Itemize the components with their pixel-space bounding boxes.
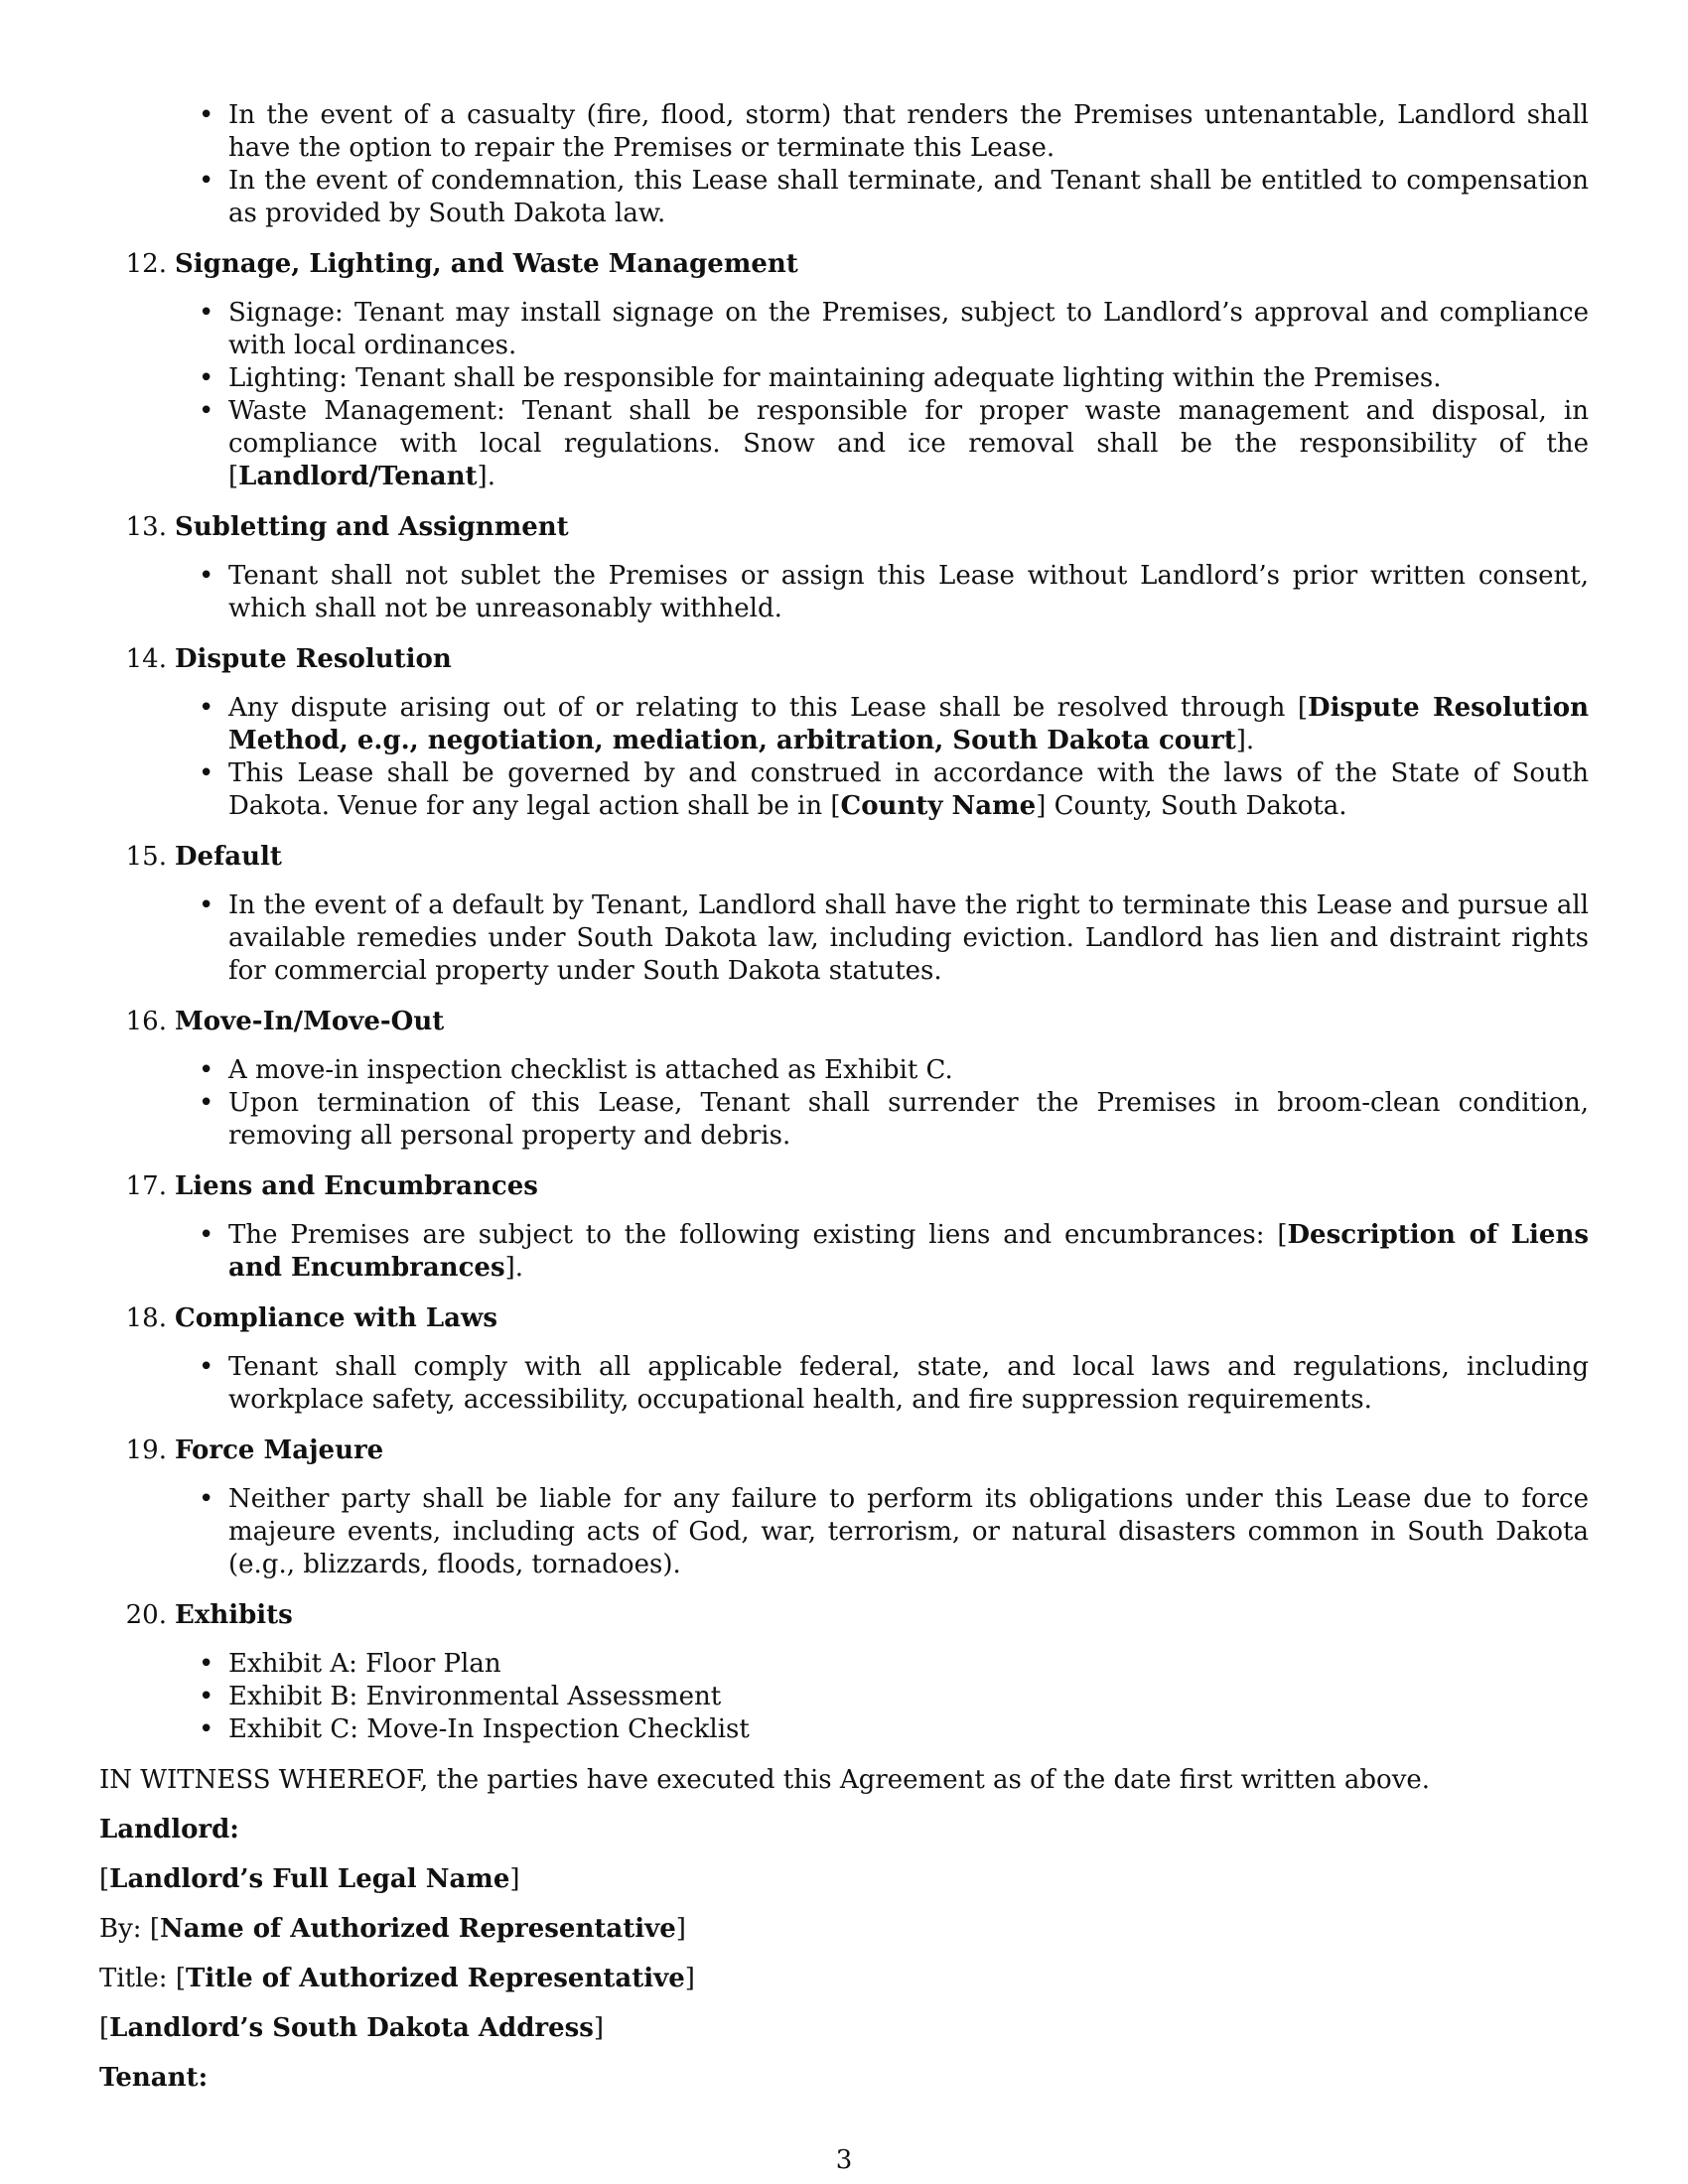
section-18-bullets xyxy=(99,1351,1589,1417)
list-item: • Neither party shall be liable for any failure to perform its obligations under this Lease due to force majeure events, including acts of God, war, terrorism, or natural disasters common in South Dakota (e.g., blizzards, floods, tornadoes). xyxy=(228,1483,1589,1581)
section-title: Exhibits xyxy=(175,1600,293,1630)
list-item: • A move-in inspection checklist is attached as Exhibit C. xyxy=(228,1054,1589,1087)
section-title: Signage, Lighting, and Waste Management xyxy=(175,249,798,279)
section-number: 18. xyxy=(125,1303,167,1333)
landlord-address: Landlord’s South Dakota Address xyxy=(109,2013,594,2043)
section-15-bullets xyxy=(99,889,1589,988)
tenant-heading: Tenant: xyxy=(99,2063,209,2093)
section-14 xyxy=(99,643,1589,823)
landlord-address-line: [Landlord’s South Dakota Address] xyxy=(99,2013,605,2043)
section-17-bullets xyxy=(99,1219,1589,1285)
section-title: Liens and Encumbrances xyxy=(175,1171,538,1201)
section-13 xyxy=(99,511,1589,625)
section-12-heading xyxy=(99,248,1589,281)
list-item: • Signage: Tenant may install signage on the Premises, subject to Landlord’s approval and compliance with local ordinances. xyxy=(228,297,1589,362)
page-number: 3 xyxy=(835,2145,853,2175)
section-number: 17. xyxy=(125,1171,167,1201)
section-number: 16. xyxy=(125,1007,167,1036)
section-13-bullets xyxy=(99,560,1589,625)
list-item: • Exhibit B: Environmental Assessment xyxy=(228,1681,1589,1713)
title-line: Title: [Title of Authorized Representative] xyxy=(99,1964,695,1993)
list-item: • Upon termination of this Lease, Tenant shall surrender the Premises in broom-clean condition, removing all personal property and debris. xyxy=(228,1087,1589,1153)
section-16-bullets xyxy=(99,1054,1589,1153)
section-19-heading xyxy=(99,1434,1589,1467)
section-17-heading xyxy=(99,1170,1589,1203)
landlord-heading: Landlord: xyxy=(99,1815,239,1844)
section-19 xyxy=(99,1434,1589,1581)
section-17 xyxy=(99,1170,1589,1285)
list-item: • Exhibit A: Floor Plan xyxy=(228,1648,1589,1681)
section-12-bullets xyxy=(99,297,1589,493)
placeholder-field: Dispute Resolution Method, e.g., negotiation, mediation, arbitration, South Dakota court xyxy=(228,693,1590,755)
by-value: Name of Authorized Representative xyxy=(159,1914,676,1944)
intro-bullet-1: • In the event of a casualty (fire, flood, storm) that renders the Premises untenantable, Landlord shall have the option to repair the Premises or terminate this Lease. xyxy=(228,99,1589,165)
list-item: • Tenant shall not sublet the Premises or assign this Lease without Landlord’s prior written consent, which shall not be unreasonably withheld. xyxy=(228,560,1589,625)
witness-statement: IN WITNESS WHEREOF, the parties have executed this Agreement as of the date first written above. xyxy=(99,1765,1431,1795)
section-number: 14. xyxy=(125,644,167,674)
title-label: Title: xyxy=(99,1964,176,1993)
section-title: Default xyxy=(175,842,282,872)
section-title: Subletting and Assignment xyxy=(175,512,569,542)
section-15-heading xyxy=(99,841,1589,874)
section-title: Move-In/Move-Out xyxy=(175,1007,445,1036)
list-item: • Exhibit C: Move-In Inspection Checklist xyxy=(228,1713,1589,1746)
placeholder-field: Description of Liens and Encumbrances xyxy=(228,1220,1589,1283)
section-20-bullets xyxy=(99,1648,1589,1746)
list-item: • Any dispute arising out of or relating to this Lease shall be resolved through [Dispute Resolution Method, e.g., negotiation, mediation, arbitration, South Dakota court]. xyxy=(228,692,1589,757)
landlord-name: Landlord’s Full Legal Name xyxy=(109,1864,510,1894)
section-20 xyxy=(99,1599,1589,1746)
section-14-heading xyxy=(99,643,1589,676)
list-item: • In the event of a default by Tenant, Landlord shall have the right to terminate this Lease and pursue all available remedies under South Dakota law, including eviction. Landlord has lien and distraint rights for commercial property under South Dakota statutes. xyxy=(228,889,1589,988)
landlord-name-line: [Landlord’s Full Legal Name] xyxy=(99,1864,520,1894)
section-18 xyxy=(99,1302,1589,1417)
list-item: • Tenant shall comply with all applicable federal, state, and local laws and regulations, including workplace safety, accessibility, occupational health, and fire suppression requirements. xyxy=(228,1351,1589,1417)
list-item: • This Lease shall be governed by and construed in accordance with the laws of the State of South Dakota. Venue for any legal action shall be in [County Name] County, South Dakota. xyxy=(228,757,1589,823)
section-13-heading xyxy=(99,511,1589,544)
section-12 xyxy=(99,248,1589,493)
list-item: • Lighting: Tenant shall be responsible for maintaining adequate lighting within the Premises. xyxy=(228,362,1589,395)
section-number: 12. xyxy=(125,249,167,279)
placeholder-field: County Name xyxy=(840,791,1037,821)
section-20-heading xyxy=(99,1599,1589,1632)
section-18-heading xyxy=(99,1302,1589,1335)
intro-bullet-2: • In the event of condemnation, this Lease shall terminate, and Tenant shall be entitled to compensation as provided by South Dakota law. xyxy=(228,165,1589,230)
document-page xyxy=(99,99,1589,2095)
section-number: 20. xyxy=(125,1600,167,1630)
section-number: 13. xyxy=(125,512,167,542)
placeholder-field: Landlord/Tenant xyxy=(238,462,478,491)
section-title: Compliance with Laws xyxy=(175,1303,498,1333)
list-item: • The Premises are subject to the following existing liens and encumbrances: [Description of Liens and Encumbrances]. xyxy=(228,1219,1589,1285)
section-number: 15. xyxy=(125,842,167,872)
title-value: Title of Authorized Representative xyxy=(186,1964,685,1993)
intro-bullet-list xyxy=(99,99,1589,230)
section-15 xyxy=(99,841,1589,988)
section-16-heading xyxy=(99,1006,1589,1038)
section-16 xyxy=(99,1006,1589,1153)
by-line: By: [Name of Authorized Representative] xyxy=(99,1914,686,1944)
section-19-bullets xyxy=(99,1483,1589,1581)
section-number: 19. xyxy=(125,1435,167,1465)
section-14-bullets xyxy=(99,692,1589,823)
section-title: Force Majeure xyxy=(175,1435,384,1465)
list-item: • Waste Management: Tenant shall be responsible for proper waste management and disposal, in compliance with local regulations. Snow and ice removal shall be the responsibility of the [Landlord/Tenant]. xyxy=(228,395,1589,493)
by-label: By: xyxy=(99,1914,150,1944)
section-title: Dispute Resolution xyxy=(175,644,452,674)
